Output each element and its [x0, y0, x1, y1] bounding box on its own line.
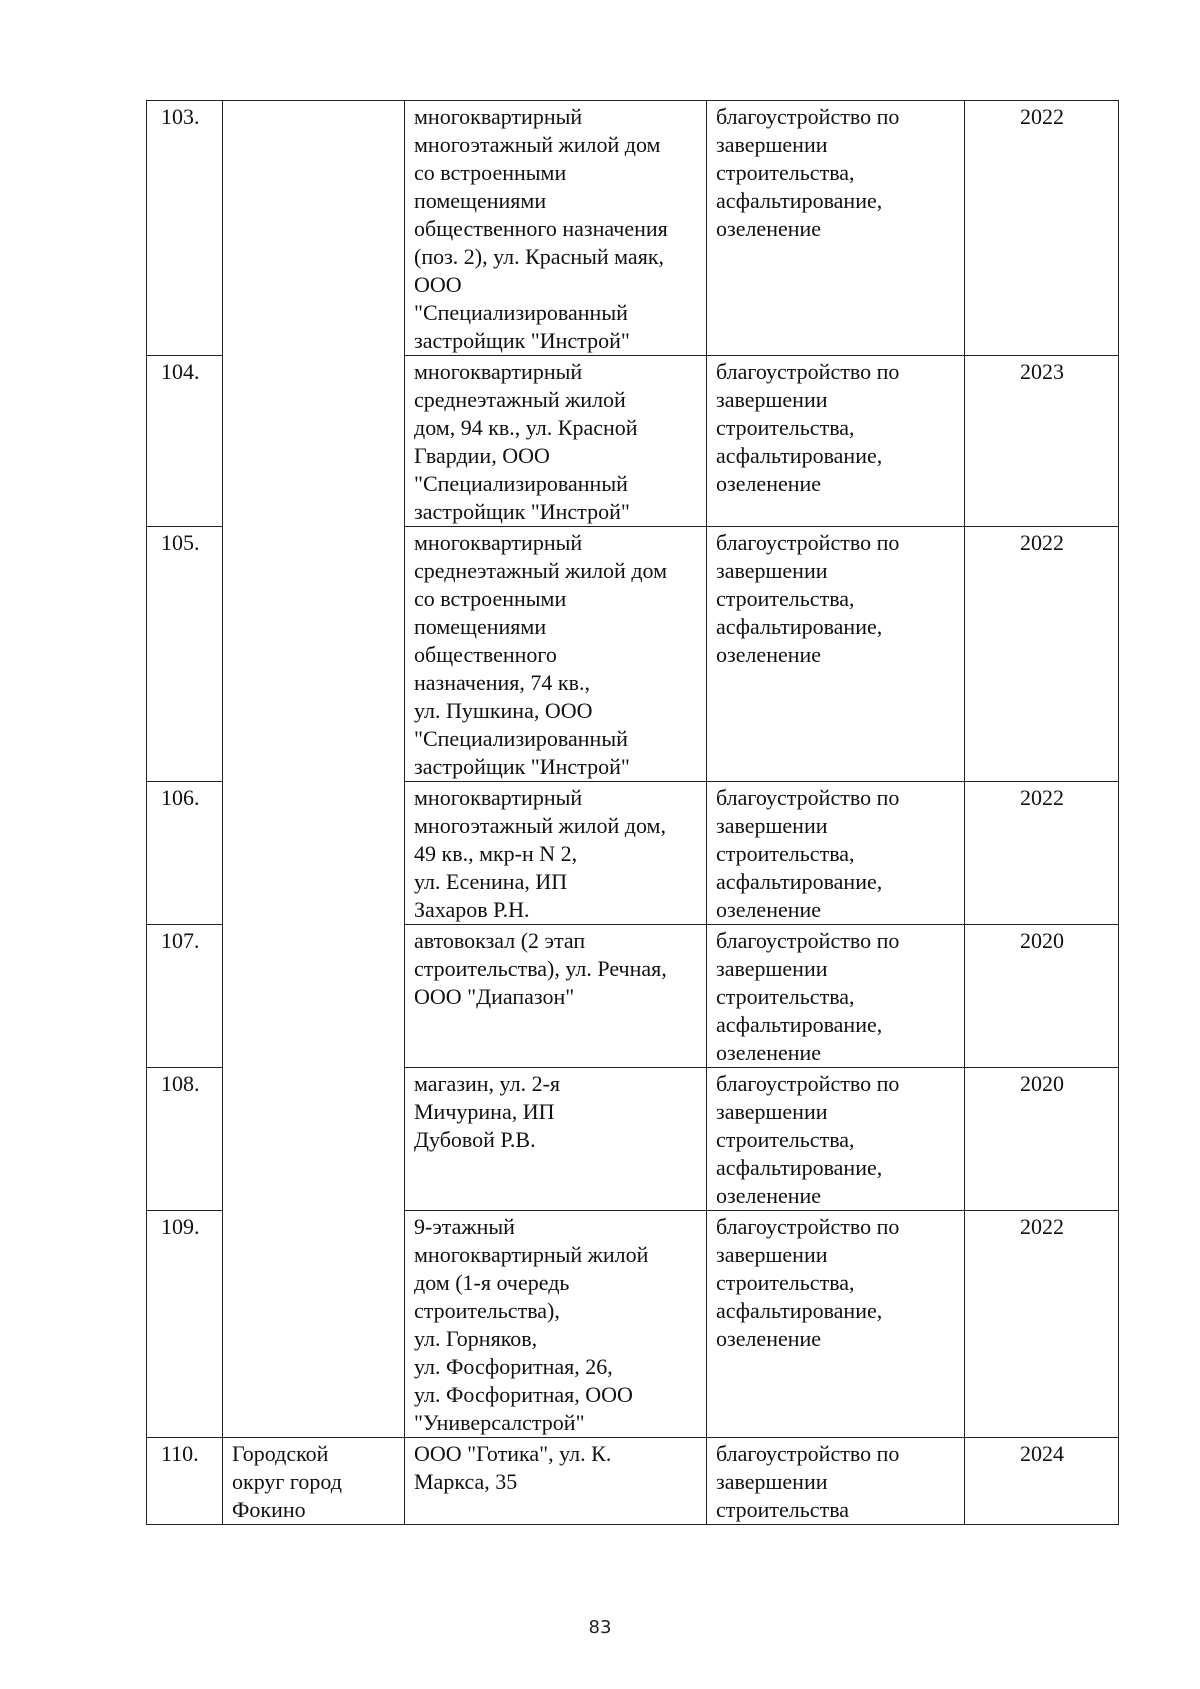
row-number: 105. — [147, 527, 223, 782]
object-description: магазин, ул. 2-я Мичурина, ИП Дубовой Р.В. — [405, 1068, 707, 1211]
row-number: 104. — [147, 356, 223, 527]
objects-table — [146, 100, 1119, 1525]
completion-year: 2023 — [965, 356, 1119, 527]
object-description: 9-этажный многоквартирный жилой дом (1-я очередь строительства), ул. Горняков, ул. Фосфоритная, 26, ул. Фосфоритная, ООО "Универсалстрой" — [405, 1211, 707, 1438]
completion-year: 2020 — [965, 925, 1119, 1068]
works-description: благоустройство по завершении строительства, асфальтирование, озеленение — [707, 356, 965, 527]
table-row — [147, 1438, 1119, 1525]
completion-year: 2022 — [965, 782, 1119, 925]
row-number: 106. — [147, 782, 223, 925]
object-description: многоквартирный среднеэтажный жилой дом со встроенными помещениями общественного назначения, 74 кв., ул. Пушкина, ООО "Специализированный застройщик "Инстрой" — [405, 527, 707, 782]
completion-year: 2022 — [965, 1211, 1119, 1438]
object-description: многоквартирный среднеэтажный жилой дом, 94 кв., ул. Красной Гвардии, ООО "Специализированный застройщик "Инстрой" — [405, 356, 707, 527]
works-description: благоустройство по завершении строительства — [707, 1438, 965, 1525]
completion-year: 2020 — [965, 1068, 1119, 1211]
completion-year: 2022 — [965, 527, 1119, 782]
table-row — [147, 101, 1119, 356]
works-description: благоустройство по завершении строительства, асфальтирование, озеленение — [707, 1211, 965, 1438]
object-description: автовокзал (2 этап строительства), ул. Речная, ООО "Диапазон" — [405, 925, 707, 1068]
works-description: благоустройство по завершении строительства, асфальтирование, озеленение — [707, 782, 965, 925]
municipality-cell — [223, 101, 405, 1438]
completion-year: 2022 — [965, 101, 1119, 356]
completion-year: 2024 — [965, 1438, 1119, 1525]
municipality-cell: Городской округ город Фокино — [223, 1438, 405, 1525]
object-description: ООО "Готика", ул. К. Маркса, 35 — [405, 1438, 707, 1525]
works-description: благоустройство по завершении строительства, асфальтирование, озеленение — [707, 1068, 965, 1211]
row-number: 108. — [147, 1068, 223, 1211]
works-description: благоустройство по завершении строительства, асфальтирование, озеленение — [707, 101, 965, 356]
row-number: 109. — [147, 1211, 223, 1438]
row-number: 110. — [147, 1438, 223, 1525]
row-number: 103. — [147, 101, 223, 356]
page-number: 83 — [588, 1617, 612, 1638]
object-description: многоквартирный многоэтажный жилой дом, 49 кв., мкр-н N 2, ул. Есенина, ИП Захаров Р.Н. — [405, 782, 707, 925]
row-number: 107. — [147, 925, 223, 1068]
works-description: благоустройство по завершении строительства, асфальтирование, озеленение — [707, 527, 965, 782]
works-description: благоустройство по завершении строительства, асфальтирование, озеленение — [707, 925, 965, 1068]
object-description: многоквартирный многоэтажный жилой дом со встроенными помещениями общественного назначения (поз. 2), ул. Красный маяк, ООО "Специализированный застройщик "Инстрой" — [405, 101, 707, 356]
